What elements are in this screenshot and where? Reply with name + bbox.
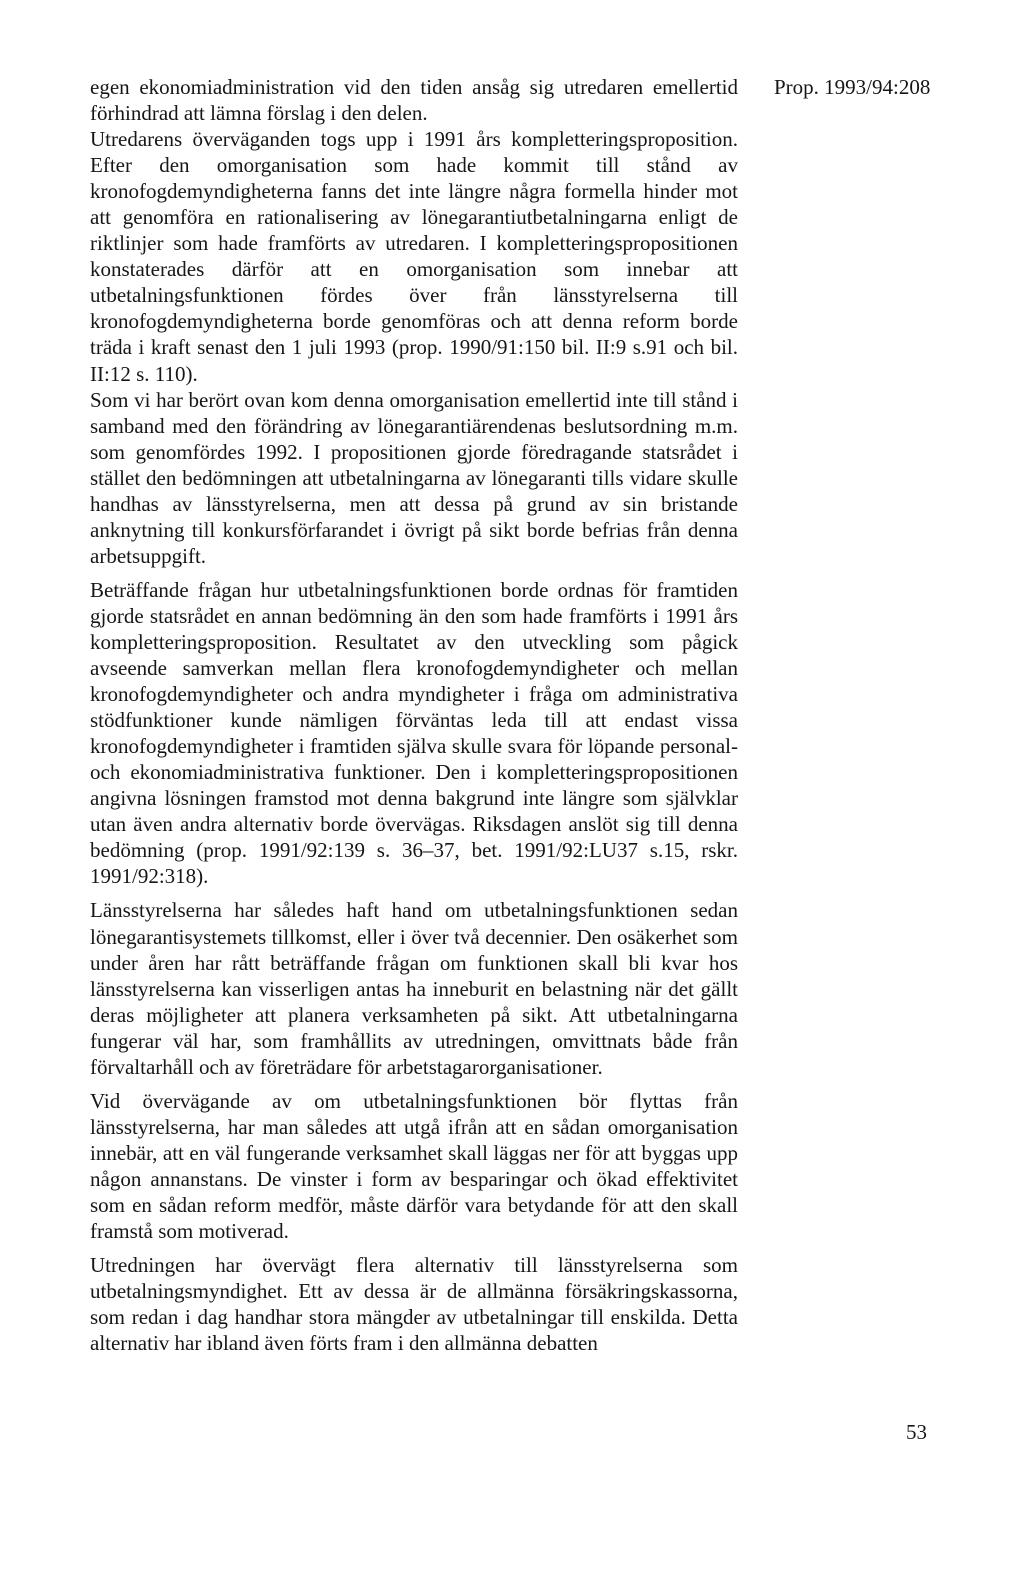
paragraph: Som vi har berört ovan kom denna omorganisation emellertid inte till stånd i samband med den förändring av lönegarantiärendenas beslutsordning m.m. som genomfördes 1992. I propositionen gjorde föredragande statsrådet i stället den bedömningen att utbetalningarna av lönegaranti tills vidare skulle handhas av länsstyrelserna, men att dessa på grund av sin bristande anknytning till konkursförfarandet i övrigt på sikt borde befrias från denna arbetsuppgift.	[90, 387, 738, 568]
page-number: 53	[906, 1420, 927, 1444]
paragraph: Vid övervägande av om utbetalningsfunktionen bör flyttas från länsstyrelserna, har man således att utgå ifrån att en sådan omorganisation innebär, att en väl fungerande verksamhet skall läggas ner för att byggas upp någon annanstans. De vinster i form av besparingar och ökad effektivitet som en sådan reform medför, måste därför vara betydande för att den skall framstå som motiverad.	[90, 1088, 738, 1244]
body-text	[90, 74, 738, 1356]
paragraph: Beträffande frågan hur utbetalningsfunktionen borde ordnas för framtiden gjorde statsrådet en annan bedömning än den som hade framförts i 1991 års kompletteringsproposition. Resultatet av den utveckling som pågick avseende samverkan mellan flera kronofogdemyndigheter och mellan kronofogdemyndigheter och andra myndigheter i fråga om administrativa stödfunktioner kunde nämligen förväntas leda till att endast vissa kronofogdemyndigheter i framtiden själva skulle svara för löpande personal- och ekonomiadministrativa funktioner. Den i kompletteringspropositionen angivna lösningen framstod mot denna bakgrund inte längre som självklar utan även andra alternativ borde övervägas. Riksdagen anslöt sig till denna bedömning (prop. 1991/92:139 s. 36–37, bet. 1991/92:LU37 s.15, rskr. 1991/92:318).	[90, 577, 738, 889]
prop-reference: Prop. 1993/94:208	[774, 75, 931, 99]
paragraph: egen ekonomiadministration vid den tiden ansåg sig utredaren emellertid förhindrad att lämna förslag i den delen.	[90, 75, 738, 126]
paragraph: Utredarens överväganden togs upp i 1991 års kompletteringsproposition. Efter den omorganisation som hade kommit till stånd av kronofogdemyndigheterna fanns det inte längre några formella hinder mot att genomföra en rationalisering av lönegarantiutbetalningarna enligt de riktlinjer som hade framförts av utredaren. I kompletteringspropositionen konstaterades därför att en omorganisation som innebar att utbetalningsfunktionen fördes över från länsstyrelserna till kronofogdemyndigheterna borde genomföras och att denna reform borde träda i kraft senast den 1 juli 1993 (prop. 1990/91:150 bil. II:9 s.91 och bil. II:12 s. 110).	[90, 127, 738, 386]
paragraph: Utredningen har övervägt flera alternativ till länsstyrelserna som utbetalningsmyndighet. Ett av dessa är de allmänna försäkringskassorna, som redan i dag handhar stora mängder av utbetalningar till enskilda. Detta alternativ har ibland även förts fram i den allmänna debatten	[90, 1253, 738, 1356]
paragraph: Länsstyrelserna har således haft hand om utbetalningsfunktionen sedan lönegarantisystemets tillkomst, eller i över två decennier. Den osäkerhet som under åren har rått beträffande frågan om funktionen skall bli kvar hos länsstyrelserna kan visserligen antas ha inneburit en belastning när det gällt deras möjligheter att planera verksamheten på sikt. Att utbetalningarna fungerar väl har, som framhållits av utredningen, omvittnats både från förvaltarhåll och av företrädare för arbetstagarorganisationer.	[90, 898, 738, 1079]
